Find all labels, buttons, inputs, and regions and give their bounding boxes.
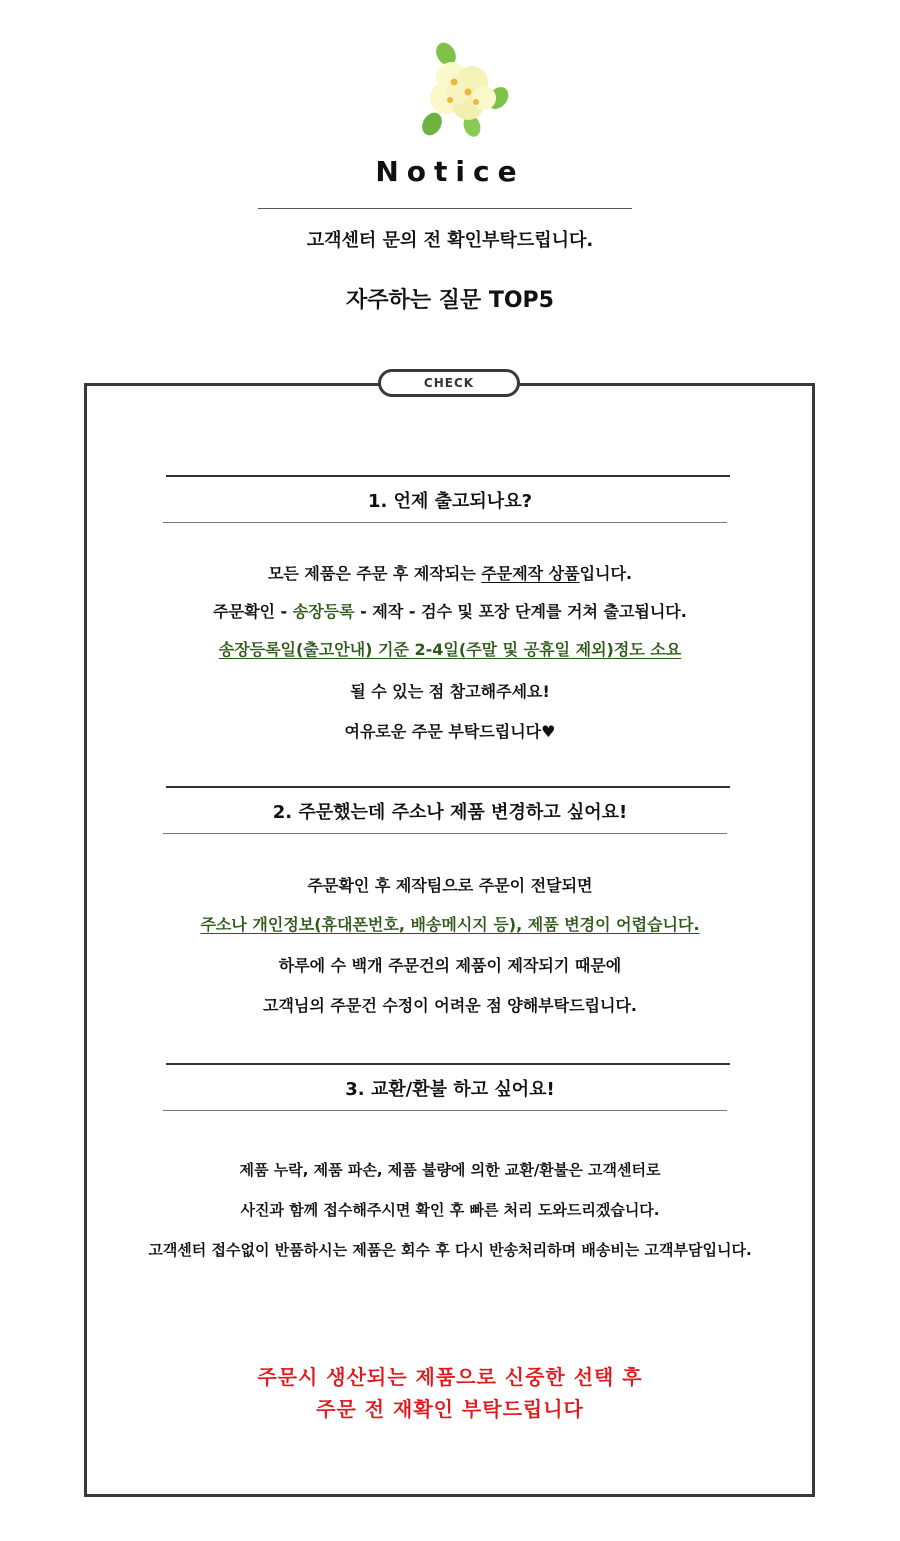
- q3-line-2: 사진과 함께 접수해주시면 확인 후 빠른 처리 도와드리겠습니다.: [240, 1201, 660, 1219]
- title-divider: [258, 208, 632, 209]
- q2-rule-top: [166, 786, 730, 788]
- q3-rule-top: [166, 1063, 730, 1065]
- q2-line-3: 하루에 수 백개 주문건의 제품이 제작되기 때문에: [278, 956, 622, 975]
- q1-line-5: 여유로운 주문 부탁드립니다♥: [344, 722, 556, 741]
- q1-rule-bottom: [163, 522, 727, 523]
- warning-line-2: 주문 전 재확인 부탁드립니다: [316, 1397, 584, 1421]
- q3-title: 3. 교환/환불 하고 싶어요!: [345, 1079, 555, 1100]
- q1-line-3: 송장등록일(출고안내) 기준 2-4일(주말 및 공휴일 제외)정도 소요: [218, 640, 682, 659]
- q2-line-1: 주문확인 후 제작팀으로 주문이 전달되면: [307, 876, 593, 895]
- q2-rule-bottom: [163, 833, 727, 834]
- q1-line-2: 주문확인 - 송장등록 - 제작 - 검수 및 포장 단계를 거쳐 출고됩니다.: [213, 602, 687, 621]
- q1-line-1: 모든 제품은 주문 후 제작되는 주문제작 상품입니다.: [267, 564, 633, 583]
- faq-heading: 자주하는 질문 TOP5: [346, 288, 554, 313]
- q2-title: 2. 주문했는데 주소나 제품 변경하고 싶어요!: [272, 802, 628, 823]
- q3-line-1: 제품 누락, 제품 파손, 제품 불량에 의한 교환/환불은 고객센터로: [239, 1161, 661, 1179]
- page-title: Notice: [375, 155, 525, 188]
- q1-rule-top: [166, 475, 730, 477]
- check-badge-label: CHECK: [423, 376, 475, 390]
- q3-line-3: 고객센터 접수없이 반품하시는 제품은 회수 후 다시 반송처리하며 배송비는 고객부담입니다.: [148, 1241, 752, 1259]
- q1-title: 1. 언제 출고되나요?: [367, 491, 533, 512]
- q2-line-4: 고객님의 주문건 수정이 어려운 점 양해부탁드립니다.: [263, 996, 637, 1015]
- q2-line-2: 주소나 개인정보(휴대폰번호, 배송메시지 등), 제품 변경이 어렵습니다.: [200, 915, 700, 934]
- q3-rule-bottom: [163, 1110, 727, 1111]
- flower-icon: [410, 40, 514, 144]
- page-subtitle: 고객센터 문의 전 확인부탁드립니다.: [306, 230, 594, 251]
- check-badge: [378, 369, 520, 397]
- faq-box: [84, 383, 815, 1497]
- q1-line-4: 될 수 있는 점 참고해주세요!: [350, 682, 550, 701]
- warning-line-1: 주문시 생산되는 제품으로 신중한 선택 후: [257, 1365, 643, 1389]
